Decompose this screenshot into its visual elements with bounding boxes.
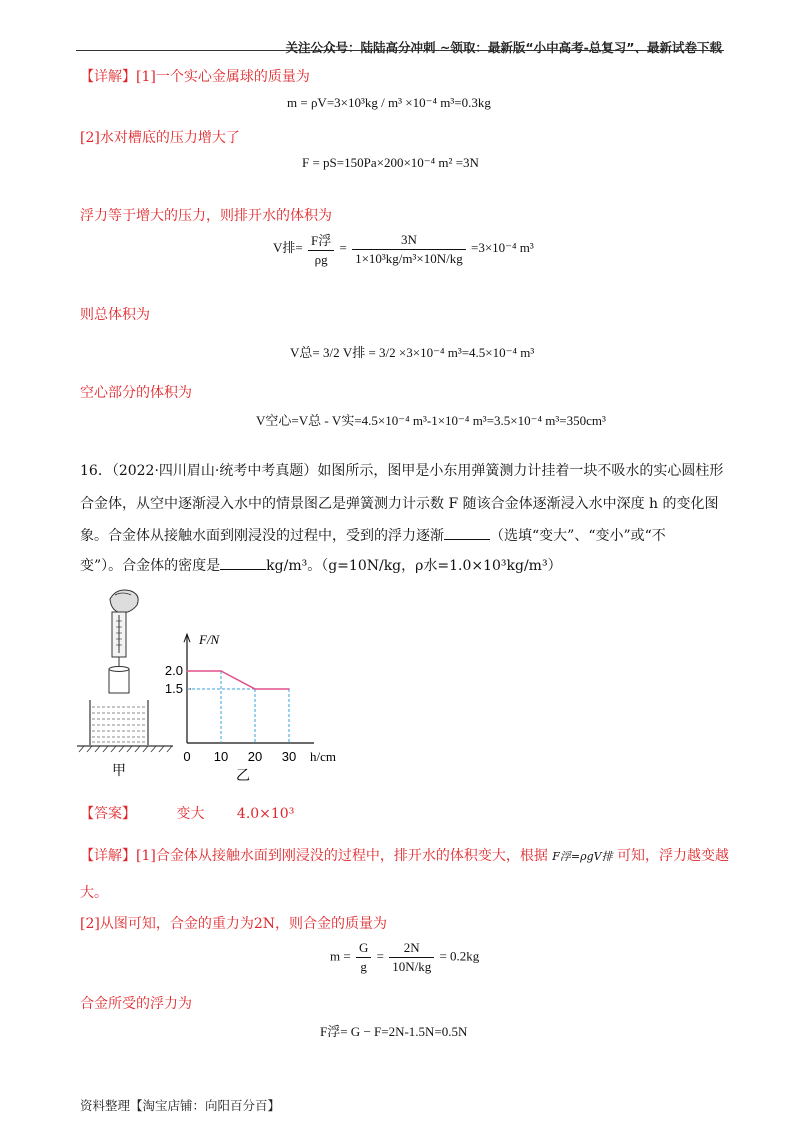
y-tick-label: 2.0 <box>164 663 183 678</box>
denominator: 1×10³kg/m³×10N/kg <box>355 250 463 266</box>
data-point <box>220 670 222 672</box>
hand-icon <box>110 590 138 613</box>
equation-buoyancy: F浮= G − F=2N-1.5N=0.5N <box>320 1024 468 1039</box>
label-jia: 甲 <box>112 763 126 779</box>
label-yi: 乙 <box>236 768 250 784</box>
y-axis-label: F/N <box>199 632 220 648</box>
numerator: F浮 <box>308 230 334 251</box>
equation-hollow-volume: V空心=V总 - V实=4.5×10⁻⁴ m³-1×10⁻⁴ m³=3.5×10⁻⁴ m³=350cm³ <box>256 413 606 428</box>
numerator: 3N <box>352 232 466 250</box>
question-line: 16．（2022·四川眉山·统考中考真题）如图所示，图甲是小东用弹簧测力计挂着一块不吸水的实心圆柱形 <box>80 463 724 479</box>
question-text: （选填“变大”、“变小”或“不 <box>490 528 666 544</box>
detail-line: 合金所受的浮力为 <box>80 996 192 1012</box>
answer-blank <box>220 557 266 570</box>
denominator: ρg <box>314 252 328 267</box>
eq-term: = 0.2kg <box>439 948 480 964</box>
x-tick-label: 30 <box>281 749 297 764</box>
question-line: 合金体，从空中逐渐浸入水中的情景图乙是弹簧测力计示数 F 随该合金体逐渐浸入水中深度 h 的变化图 <box>80 496 719 512</box>
detail-tag: 【详解】 <box>80 848 136 864</box>
denominator: g <box>360 959 367 974</box>
answer-line <box>80 803 294 823</box>
x-tick-label: 0 <box>183 749 191 764</box>
detail-line: 则总体积为 <box>80 307 150 323</box>
question-line <box>80 555 562 575</box>
answer-blank <box>444 527 490 540</box>
fraction <box>389 940 434 975</box>
answer-1: 变大 <box>176 806 205 822</box>
question-text: 象。合金体从接触水面到刚浸没的过程中，受到的浮力逐渐 <box>80 528 444 544</box>
equation-alloy-mass: m = $\frac{G}{g}$ = $\frac{2N}{10N/kg}$ = 0.2kg <box>330 940 480 974</box>
detail-line: [1]合金体从接触水面到刚浸没的过程中，排开水的体积变大，根据 <box>136 848 548 864</box>
numerator: 2N <box>389 940 434 958</box>
series-line <box>187 671 289 689</box>
eq-term: =3×10⁻⁴ m³ <box>471 239 534 255</box>
question-text: kg/m³。（g=10N/kg，ρ水=1.0×10³kg/m³） <box>266 558 562 574</box>
question-line <box>80 525 666 545</box>
equation-total-volume: V总= 3/2 V排 = 3/2 ×3×10⁻⁴ m³=4.5×10⁻⁴ m³ <box>290 345 535 360</box>
equation-force: F = pS=150Pa×200×10⁻⁴ m² =3N <box>302 155 479 170</box>
fraction <box>356 940 371 975</box>
header-divider <box>76 50 724 51</box>
eq-term: V排= <box>273 239 303 255</box>
detail-line: 浮力等于增大的压力，则排开水的体积为 <box>80 208 332 224</box>
detail-line: [1]一个实心金属球的质量为 <box>136 69 310 85</box>
data-point <box>254 688 256 690</box>
data-point <box>186 670 188 672</box>
equation-volume-displaced: V排= $\frac{\text{F浮}}{\rho g}$ = $\frac{3N}{\text{1×10³kg/m³×10N/kg}}$ =3×10⁻⁴ m³ <box>273 231 534 267</box>
detail-line: 空心部分的体积为 <box>80 385 192 401</box>
spring-scale <box>112 612 126 667</box>
detail-paragraph-2 <box>80 845 729 865</box>
equation-mass: m = ρV=3×10³kg / m³ ×10⁻⁴ m³=0.3kg <box>287 95 491 110</box>
denominator: 10N/kg <box>392 959 432 974</box>
water-tank <box>90 700 148 745</box>
page-header: 关注公众号：陆陆高分冲刺 ~领取：最新版“小中高考-总复习”、最新试卷下载 <box>285 40 722 55</box>
cylinder-alloy <box>109 667 129 694</box>
page-footer: 资料整理【淘宝店铺：向阳百分百】 <box>80 1098 281 1113</box>
numerator: G <box>356 940 371 958</box>
data-point <box>288 688 290 690</box>
fraction <box>352 232 466 267</box>
detail-line: [2]从图可知，合金的重力为2N，则合金的质量为 <box>80 916 387 932</box>
y-tick-label: 1.5 <box>164 681 183 696</box>
answer-2: 4.0×10³ <box>236 806 295 822</box>
x-tick-label: 20 <box>247 749 263 764</box>
detail-line: [2]水对槽底的压力增大了 <box>80 130 240 146</box>
inline-formula: F浮=ρgV排 <box>552 850 613 863</box>
fraction <box>308 230 334 268</box>
x-tick-label: 10 <box>213 749 229 764</box>
question-text: 变”）。合金体的密度是 <box>80 558 221 574</box>
detail-line: 大。 <box>80 885 108 901</box>
eq-term: m = <box>330 948 351 964</box>
detail-tag: 【详解】 <box>80 69 136 85</box>
figure-yi-chart <box>155 620 345 790</box>
detail-paragraph-1 <box>80 66 310 86</box>
answer-tag: 【答案】 <box>80 806 136 822</box>
x-axis-label: h/cm <box>310 749 336 764</box>
detail-line: 可知，浮力越变越 <box>617 848 730 864</box>
